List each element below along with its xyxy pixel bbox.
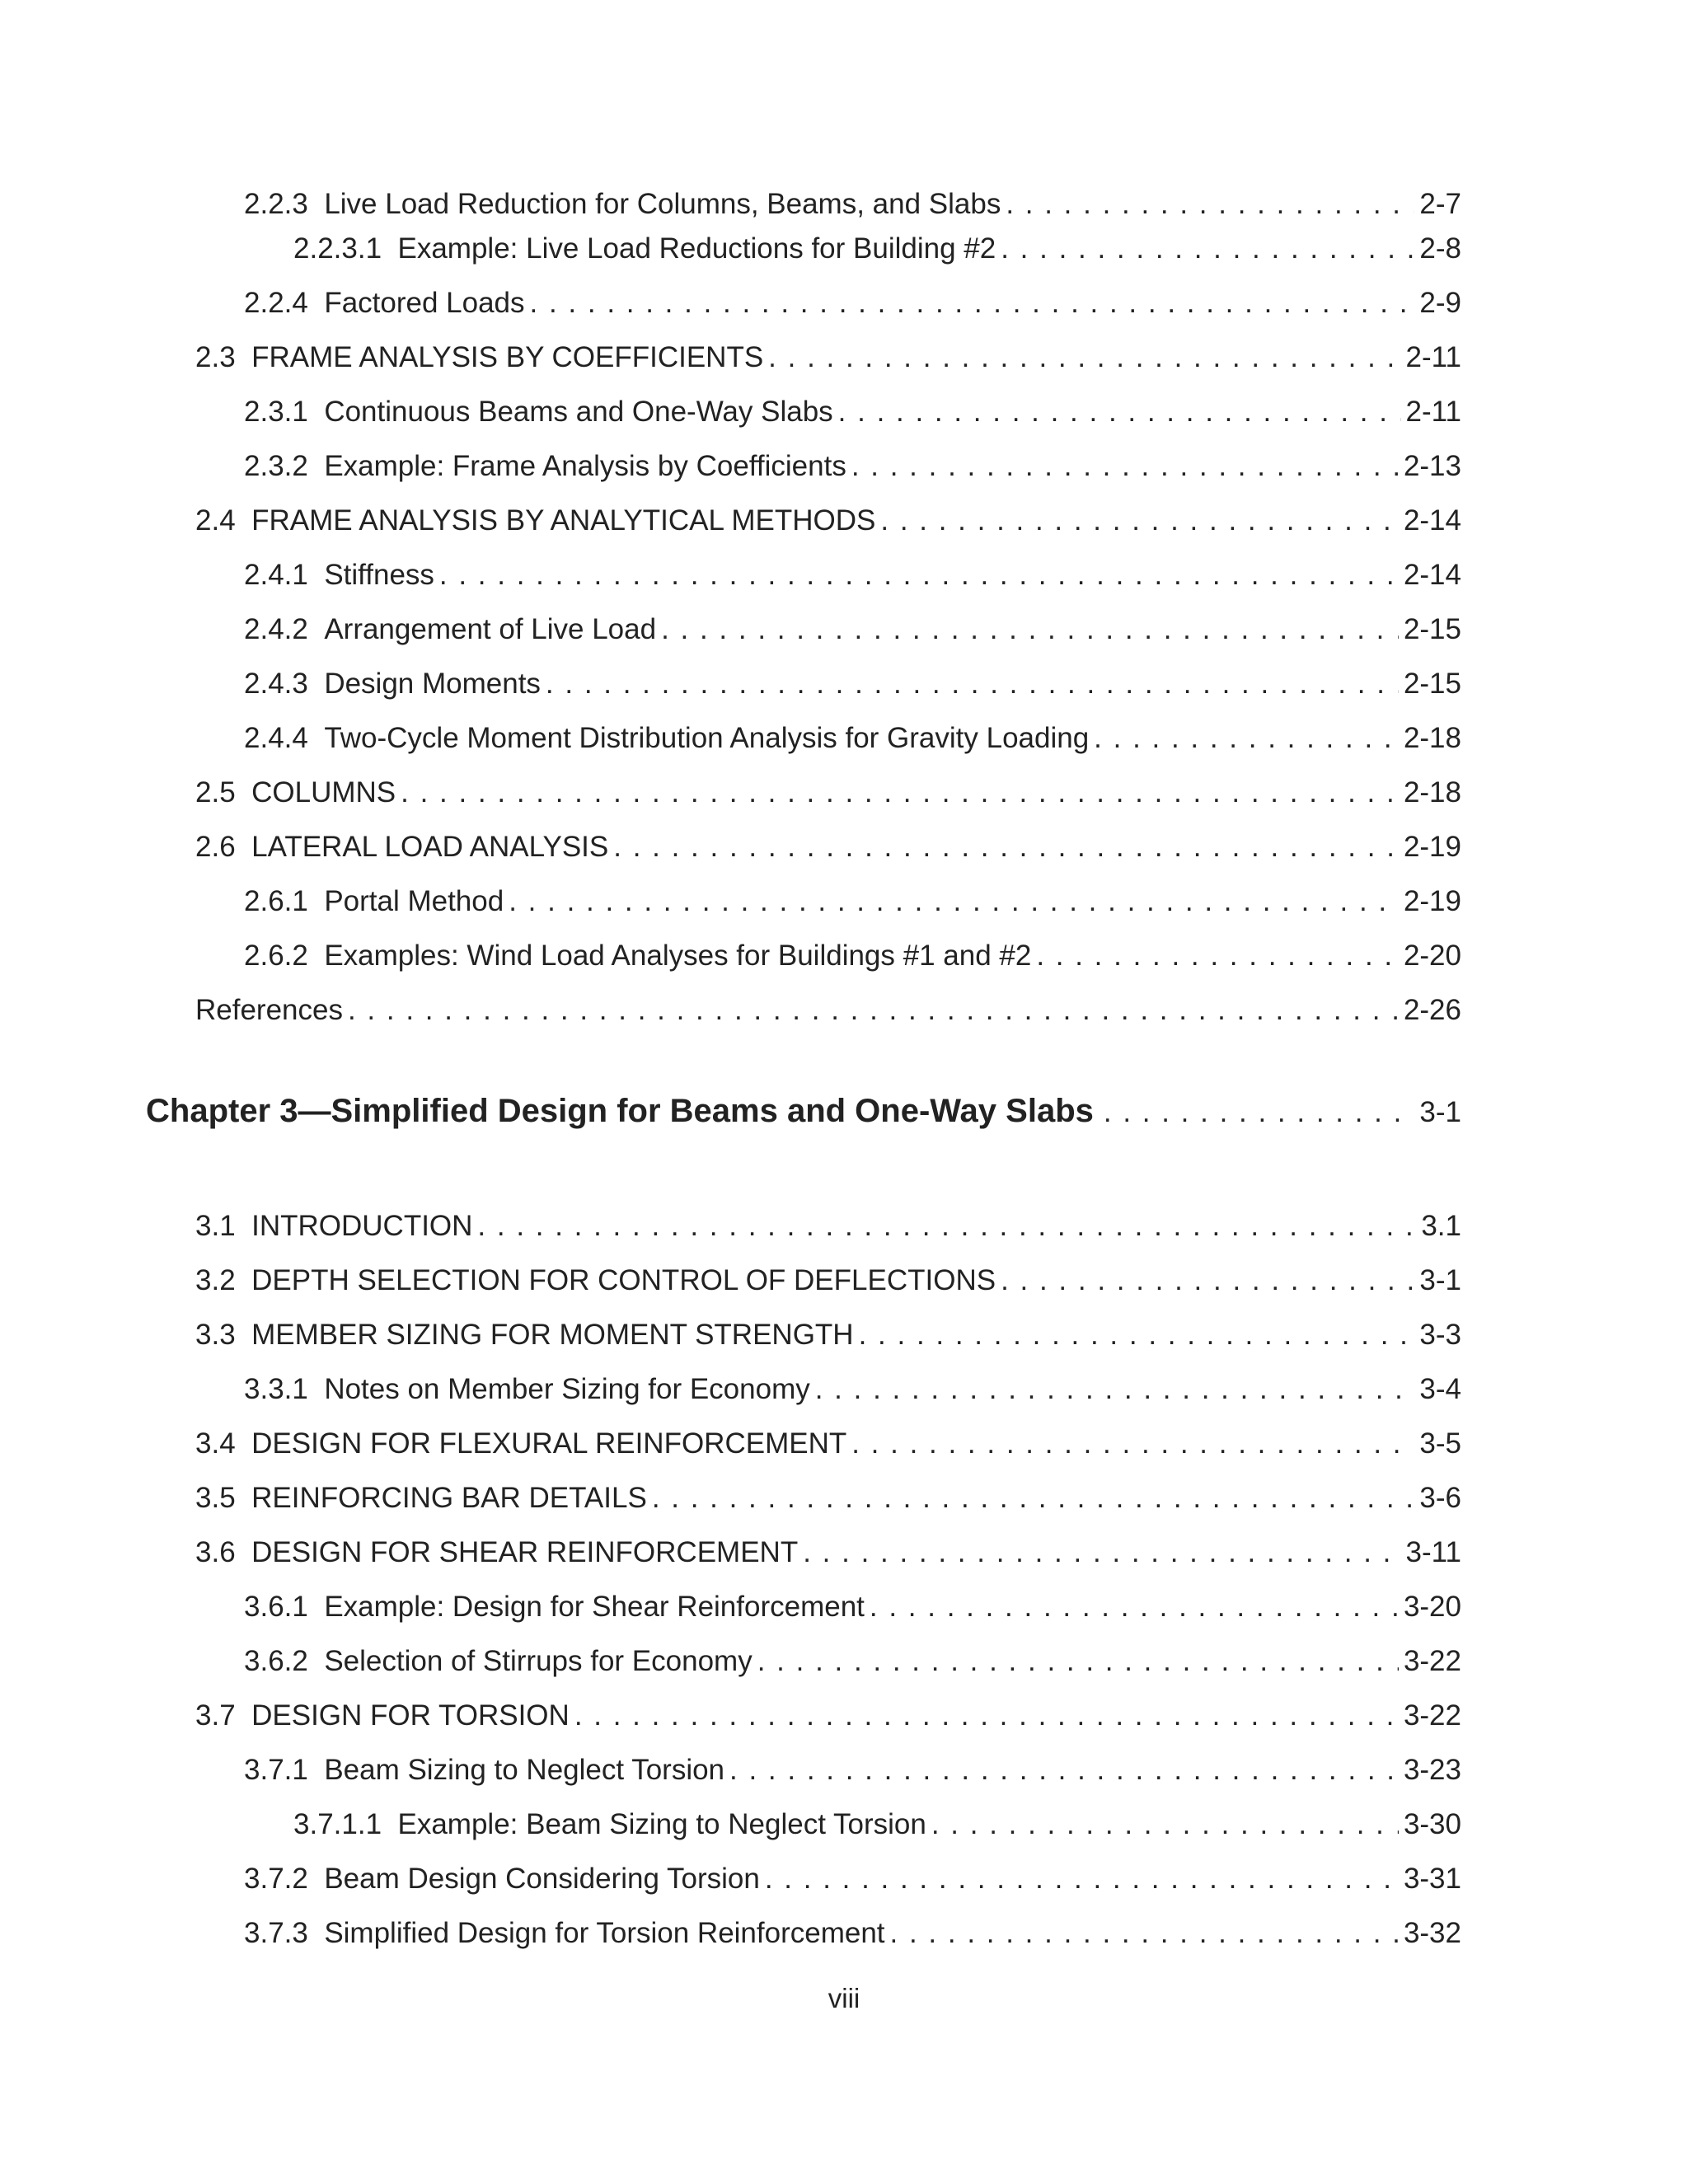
toc-entry-title: INTRODUCTION [251,1210,473,1242]
toc-entry-number: 2.3 [195,341,236,373]
toc-entry-number: 2.6.2 [244,940,308,972]
dot-leader [768,340,1400,376]
toc-entry-page: 3-11 [1405,1536,1461,1568]
toc-entry-page: 3-30 [1403,1808,1461,1840]
toc-entry-number: 3.3.1 [244,1373,308,1405]
toc-entry-title: FRAME ANALYSIS BY ANALYTICAL METHODS [251,504,876,537]
dot-leader [1001,1263,1414,1299]
dot-leader [838,394,1401,430]
dot-leader [1006,186,1414,223]
toc-entry-page: 3-5 [1419,1427,1461,1460]
toc-entry-title: Beam Sizing to Neglect Torsion [324,1754,725,1786]
toc-entry-title: Portal Method [324,885,504,917]
toc-entry-title: REINFORCING BAR DETAILS [251,1482,647,1514]
dot-leader [851,1426,1414,1462]
toc-entry[interactable] [195,1426,1461,1462]
toc-entry-page: 3.1 [1421,1210,1461,1242]
chapter-heading[interactable] [146,1093,1461,1130]
toc-entry[interactable] [244,1589,1461,1625]
toc-entry-page: 2-19 [1403,831,1461,863]
toc-entry-number: 2.5 [195,776,236,808]
toc-entry-page: 2-14 [1403,559,1461,591]
toc-entry[interactable] [244,394,1461,430]
toc-entry-page: 3-23 [1403,1754,1461,1786]
toc-entry-number: 3.1 [195,1210,236,1242]
toc-entry-title: Examples: Wind Load Analyses for Buildings #1 and #2 [324,940,1032,972]
toc-entry-page: 2-11 [1405,396,1461,428]
toc-entry-page: 2-11 [1405,341,1461,373]
toc-entry[interactable] [244,1861,1461,1897]
toc-entry[interactable] [195,503,1461,539]
toc-entry-title: DESIGN FOR FLEXURAL REINFORCEMENT [251,1427,847,1460]
dot-leader [931,1807,1399,1843]
toc-entry-number: 2.4.2 [244,613,308,645]
dot-leader [652,1480,1415,1516]
toc-entry-page: 3-22 [1403,1699,1461,1732]
toc-entry-page: 2-7 [1419,188,1461,220]
toc-entry-page: 3-4 [1419,1373,1461,1405]
toc-entry-number: 2.2.3.1 [293,232,382,265]
toc-entry-number: 2.4.4 [244,722,308,754]
toc-entry-page: 3-6 [1419,1482,1461,1514]
toc-entry[interactable] [195,1208,1461,1244]
toc-entry[interactable] [244,1752,1461,1788]
toc-entry[interactable] [195,775,1461,811]
chapter-page: 3-1 [1419,1096,1461,1128]
toc-entry-title: DESIGN FOR SHEAR REINFORCEMENT [251,1536,799,1568]
dot-leader [401,775,1399,811]
toc-entry[interactable] [244,612,1461,648]
toc-entry-number: 3.6.1 [244,1591,308,1623]
toc-entry-title: References [195,994,343,1026]
dot-leader [890,1915,1399,1952]
toc-entry-number: 2.4.3 [244,668,308,700]
toc-entry-number: 3.4 [195,1427,236,1460]
toc-entry[interactable] [244,938,1461,974]
dot-leader [546,666,1399,702]
dot-leader [509,883,1399,920]
dot-leader [851,448,1399,485]
toc-entry[interactable] [244,883,1461,920]
dot-leader [870,1589,1399,1625]
toc-entry-number: 3.5 [195,1482,236,1514]
toc-entry-number: 3.7.1.1 [293,1808,382,1840]
toc-entry[interactable] [195,1317,1461,1353]
toc-entry-number: 2.4 [195,504,236,537]
dot-leader [815,1371,1415,1408]
chapter-title: Chapter 3—Simplified Design for Beams and One-Way Slabs [146,1093,1094,1129]
toc-entry[interactable] [244,666,1461,702]
dot-leader [729,1752,1399,1788]
toc-entry-title: Continuous Beams and One-Way Slabs [324,396,833,428]
page-number-footer: viii [828,1983,860,2013]
toc-entry-page: 2-15 [1403,613,1461,645]
toc-entry-title: Example: Design for Shear Reinforcement [324,1591,865,1623]
toc-entry-number: 3.6 [195,1536,236,1568]
toc-entry-number: 2.3.2 [244,450,308,482]
toc-entry-page: 3-22 [1403,1645,1461,1677]
toc-entry-references[interactable] [195,992,1461,1029]
toc-entry[interactable] [244,1643,1461,1680]
toc-entry-title: Example: Beam Sizing to Neglect Torsion [397,1808,926,1840]
toc-entry-title: MEMBER SIZING FOR MOMENT STRENGTH [251,1319,854,1351]
toc-entry[interactable] [195,1698,1461,1734]
dot-leader [439,557,1399,593]
toc-entry-title: FRAME ANALYSIS BY COEFFICIENTS [251,341,764,373]
toc-entry-page: 2-26 [1403,994,1461,1026]
toc-entry[interactable] [244,557,1461,593]
toc-entry-page: 2-19 [1403,885,1461,917]
toc-entry[interactable] [195,1535,1461,1571]
toc-entry-number: 2.2.3 [244,188,308,220]
dot-leader [661,612,1399,648]
toc-entry-title: LATERAL LOAD ANALYSIS [251,831,609,863]
toc-entry-title: DESIGN FOR TORSION [251,1699,570,1732]
toc-entry-title: Example: Frame Analysis by Coefficients [324,450,846,482]
dot-leader [1001,231,1414,267]
toc-entry-title: Example: Live Load Reductions for Building #2 [397,232,996,265]
toc-entry-page: 2-8 [1419,232,1461,265]
toc-entry-page: 2-18 [1403,722,1461,754]
dot-leader [1036,938,1399,974]
toc-entry[interactable] [244,1915,1461,1952]
toc-entry-page: 3-31 [1403,1863,1461,1895]
toc-entry-number: 3.7 [195,1699,236,1732]
toc-entry-title: Arrangement of Live Load [324,613,657,645]
toc-entry-number: 2.2.4 [244,287,308,319]
toc-entry-title: Stiffness [324,559,434,591]
toc-entry-number: 3.3 [195,1319,236,1351]
toc-entry-title: Beam Design Considering Torsion [324,1863,760,1895]
dot-leader [574,1698,1399,1734]
toc-entry[interactable] [195,1480,1461,1516]
toc-entry-title: COLUMNS [251,776,396,808]
dot-leader [859,1317,1415,1353]
toc-entry-number: 3.6.2 [244,1645,308,1677]
toc-entry-number: 2.3.1 [244,396,308,428]
toc-entry-page: 2-9 [1419,287,1461,319]
toc-entry-title: Design Moments [324,668,541,700]
toc-entry-page: 2-14 [1403,504,1461,537]
toc-entry-page: 3-3 [1419,1319,1461,1351]
toc-entry[interactable] [195,340,1461,376]
dot-leader [757,1643,1399,1680]
toc-entry-page: 3-1 [1419,1264,1461,1296]
toc-entry[interactable] [244,1371,1461,1408]
dot-leader [613,829,1399,865]
toc-entry-page: 2-15 [1403,668,1461,700]
toc-entry-number: 3.7.3 [244,1917,308,1949]
dot-leader [530,285,1415,321]
toc-entry-number: 2.6 [195,831,236,863]
toc-entry-number: 3.7.1 [244,1754,308,1786]
toc-entry-page: 2-20 [1403,940,1461,972]
toc-entry[interactable] [244,285,1461,321]
toc-entry-number: 3.7.2 [244,1863,308,1895]
toc-entry-number: 2.4.1 [244,559,308,591]
toc-entry[interactable] [195,829,1461,865]
toc-entry-title: Selection of Stirrups for Economy [324,1645,753,1677]
toc-entry-title: Notes on Member Sizing for Economy [324,1373,810,1405]
dot-leader [803,1535,1400,1571]
dot-leader [765,1861,1399,1897]
toc-entry-number: 2.6.1 [244,885,308,917]
toc-entry-title: DEPTH SELECTION FOR CONTROL OF DEFLECTIONS [251,1264,996,1296]
toc-entry-page: 3-32 [1403,1917,1461,1949]
toc-entry[interactable] [244,448,1461,485]
dot-leader [348,992,1399,1029]
toc-entry[interactable] [293,1807,1461,1843]
dot-leader [1094,720,1399,757]
dot-leader [477,1208,1416,1244]
toc-entry-title: Two-Cycle Moment Distribution Analysis for Gravity Loading [324,722,1090,754]
toc-entry[interactable] [244,720,1461,757]
toc-entry[interactable] [293,231,1461,267]
toc-entry-page: 3-20 [1403,1591,1461,1623]
toc-entry-title: Factored Loads [324,287,525,319]
dot-leader [880,503,1399,539]
toc-entry[interactable] [195,1263,1461,1299]
toc-entry-number: 3.2 [195,1264,236,1296]
dot-leader [1104,1096,1414,1129]
toc-entry-page: 2-18 [1403,776,1461,808]
toc-entry-title: Live Load Reduction for Columns, Beams, and Slabs [324,188,1001,220]
toc-entry-title: Simplified Design for Torsion Reinforcement [324,1917,885,1949]
toc-entry[interactable] [244,186,1461,223]
toc-entry-page: 2-13 [1403,450,1461,482]
